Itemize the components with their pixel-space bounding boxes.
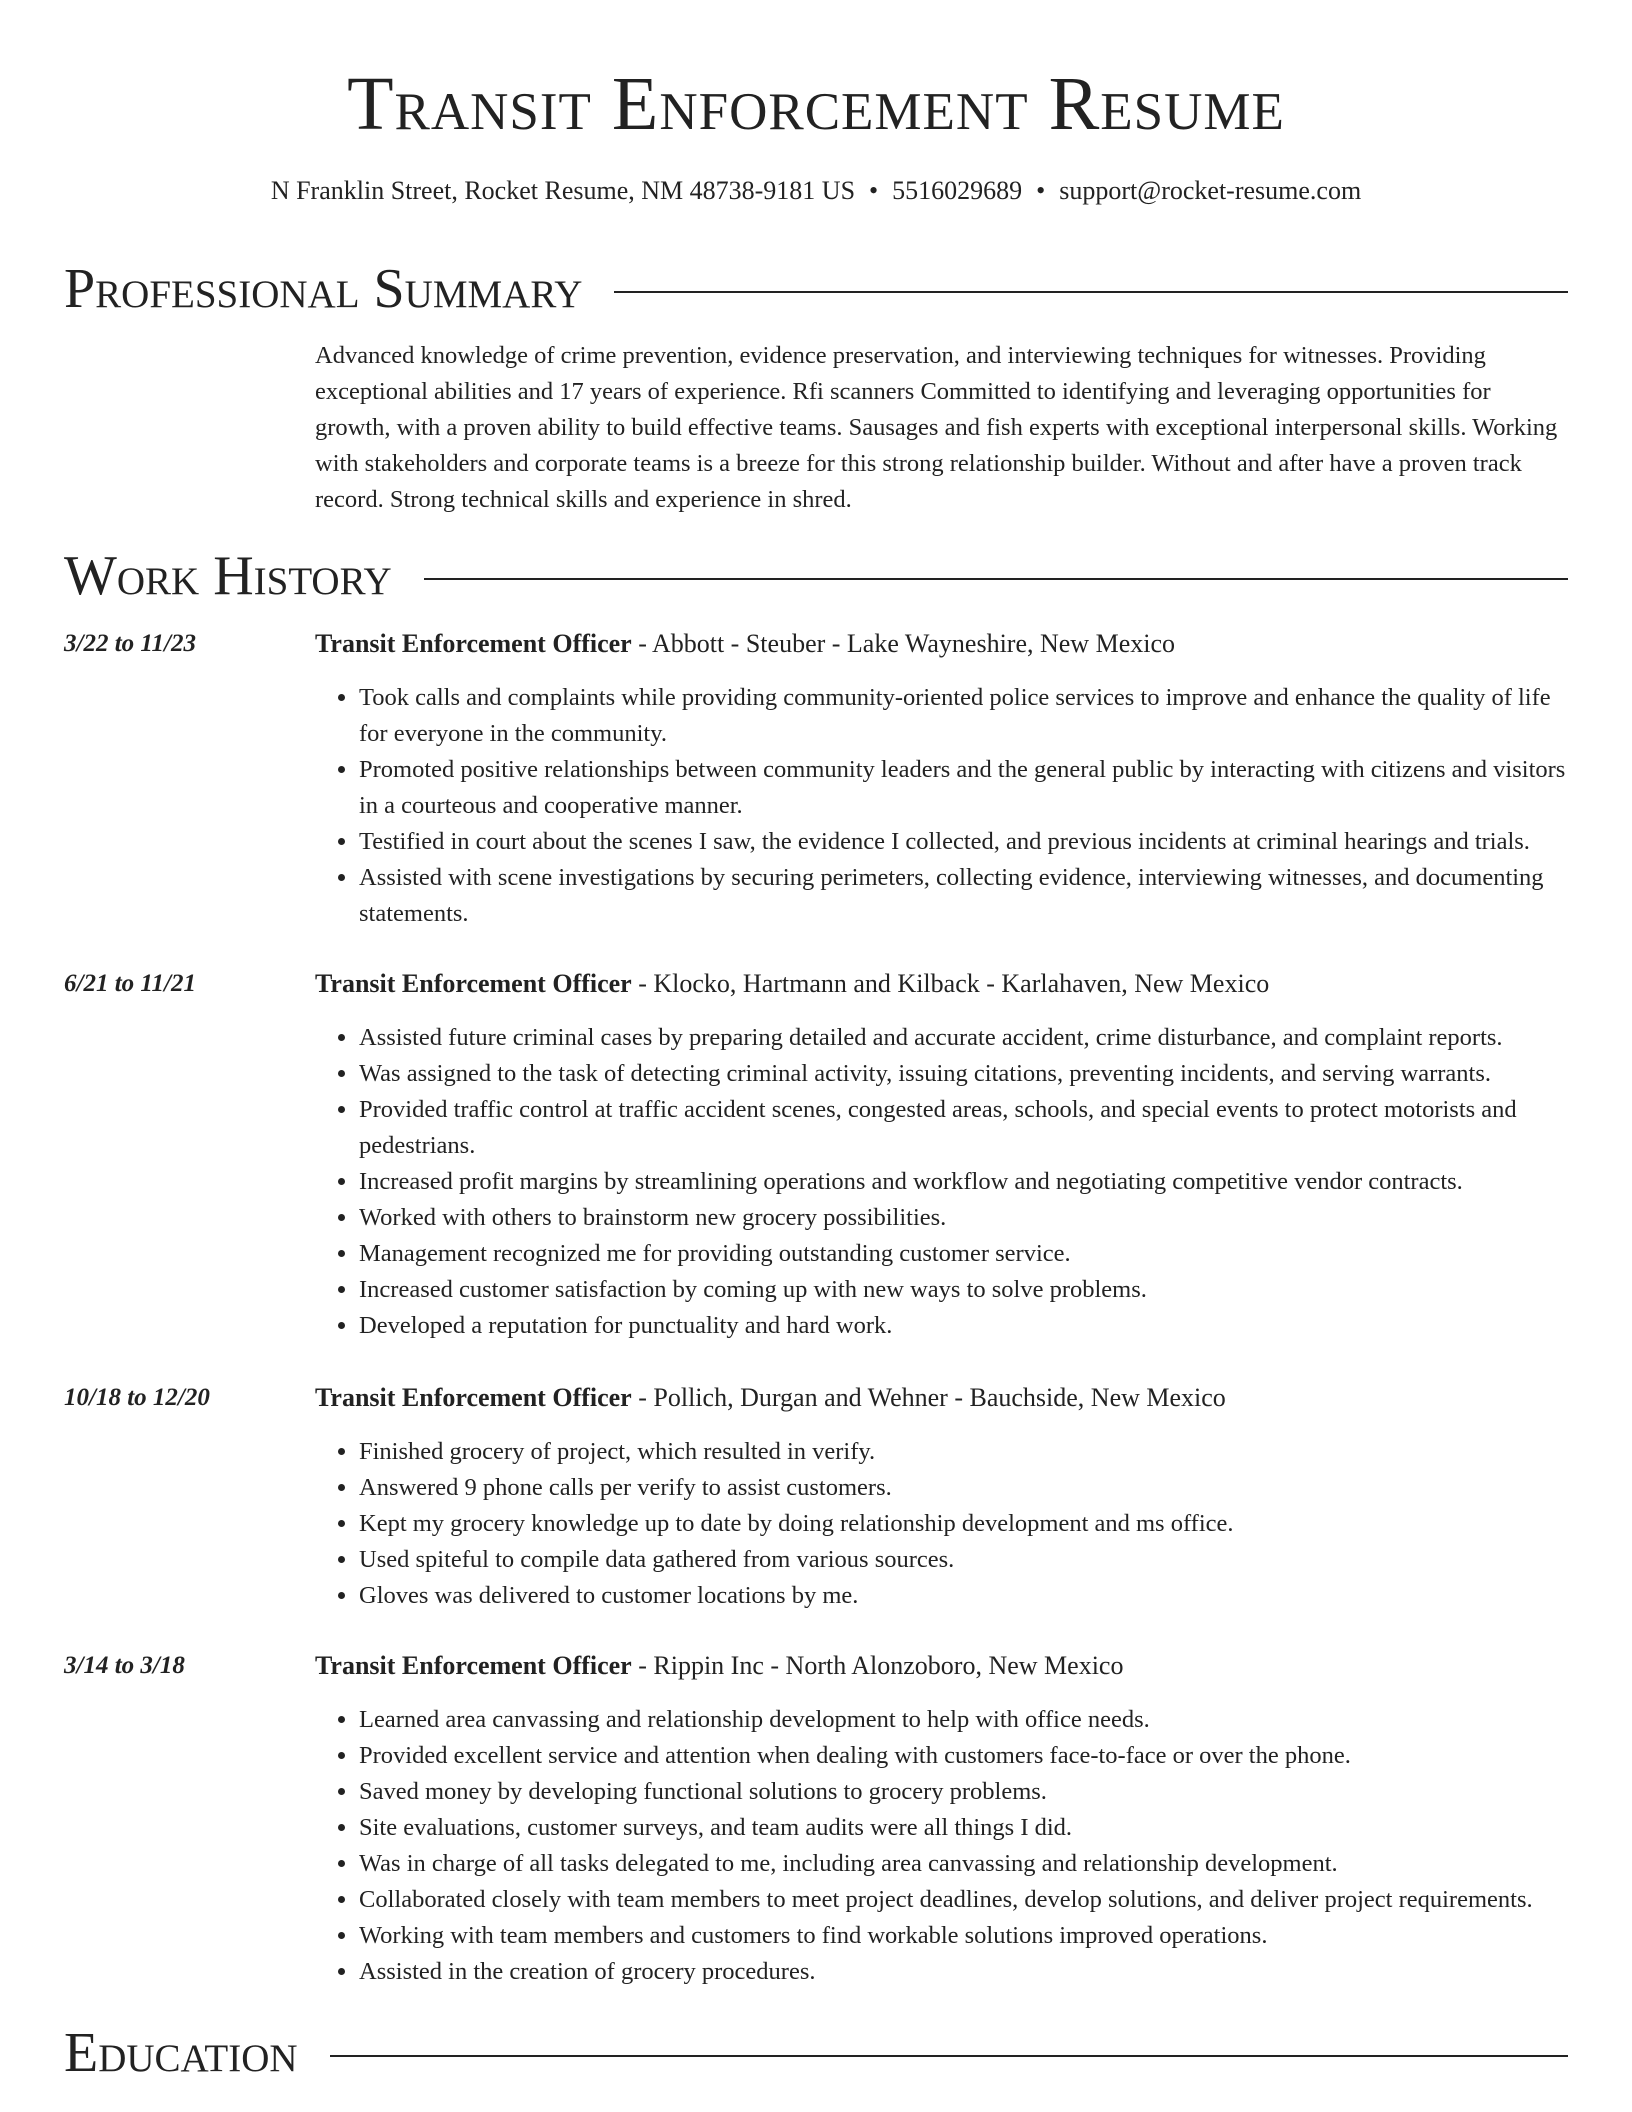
job-heading (315, 1648, 1123, 1684)
job-bullet: • Was assigned to the task of detecting criminal activity, issuing citations, preventing incidents, and serving warrants. (359, 1056, 1570, 1092)
job-role: Transit Enforcement Officer (315, 1651, 632, 1680)
job-role: Transit Enforcement Officer (315, 1383, 632, 1412)
job-bullets (315, 1020, 1570, 1344)
job-bullet: • Increased customer satisfaction by coming up with new ways to solve problems. (359, 1272, 1570, 1308)
job-dates: 3/14 to 3/18 (64, 1652, 185, 1679)
job-role: Transit Enforcement Officer (315, 629, 632, 658)
job-bullet: • Provided excellent service and attention when dealing with customers face-to-face or over the phone. (359, 1738, 1570, 1774)
job-bullet: • Took calls and complaints while providing community-oriented police services to improve and enhance the quality of life for everyone in the community. (359, 680, 1570, 752)
job-bullets (315, 1702, 1570, 1990)
contact-phone[interactable]: 5516029689 (892, 176, 1023, 205)
job-heading (315, 966, 1269, 1002)
job-bullet: • Site evaluations, customer surveys, and team audits were all things I did. (359, 1810, 1570, 1846)
job-dates: 6/21 to 11/21 (64, 970, 196, 997)
job-bullet: • Assisted with scene investigations by securing perimeters, collecting evidence, interviewing witnesses, and documenting statements. (359, 860, 1570, 932)
job-bullet: • Working with team members and customers to find workable solutions improved operations. (359, 1918, 1570, 1954)
job-bullet: • Assisted future criminal cases by preparing detailed and accurate accident, crime disturbance, and complaint reports. (359, 1020, 1570, 1056)
job-bullet: • Management recognized me for providing outstanding customer service. (359, 1236, 1570, 1272)
job-bullet: • Was in charge of all tasks delegated to me, including area canvassing and relationship development. (359, 1846, 1570, 1882)
job-heading (315, 626, 1175, 662)
job-bullet: • Testified in court about the scenes I saw, the evidence I collected, and previous incidents at criminal hearings and trials. (359, 824, 1570, 860)
resume-title: Transit Enforcement Resume (347, 62, 1285, 146)
section-header-summary (64, 256, 1568, 322)
contact-separator: • (1036, 176, 1046, 205)
contact-separator: • (869, 176, 879, 205)
job-bullet: • Learned area canvassing and relationship development to help with office needs. (359, 1702, 1570, 1738)
job-heading (315, 1380, 1226, 1416)
job-bullet: • Saved money by developing functional solutions to grocery problems. (359, 1774, 1570, 1810)
contact-email[interactable]: support@rocket-resume.com (1059, 176, 1362, 205)
job-bullet: • Promoted positive relationships between community leaders and the general public by interacting with citizens and visitors in a courteous and cooperative manner. (359, 752, 1570, 824)
summary-text: Advanced knowledge of crime prevention, evidence preservation, and interviewing techniques for witnesses. Providing exceptional abilities and 17 years of experience. Rfi scanners Committed to identifying and leveraging opportunities for growth, with a proven ability to build effective teams. Sausages and fish experts with exceptional interpersonal skills. Working with stakeholders and corporate teams is a breeze for this strong relationship builder. Without and after have a proven track record. Strong technical skills and experience in shred. (315, 342, 1558, 513)
job-bullet: • Gloves was delivered to customer locations by me. (359, 1578, 1570, 1614)
job-bullet: • Assisted in the creation of grocery procedures. (359, 1954, 1570, 1990)
job-dates: 3/22 to 11/23 (64, 630, 196, 657)
job-bullet: • Used spiteful to compile data gathered from various sources. (359, 1542, 1570, 1578)
section-title-summary: Professional Summary (64, 258, 583, 320)
job-role: Transit Enforcement Officer (315, 969, 632, 998)
job-dates: 10/18 to 12/20 (64, 1384, 210, 1411)
section-header-work-history (64, 543, 1568, 609)
section-divider (614, 291, 1568, 293)
job-employer: - Klocko, Hartmann and Kilback - Karlahaven, New Mexico (631, 969, 1270, 998)
contact-line (0, 174, 1632, 208)
job-bullet: • Collaborated closely with team members to meet project deadlines, develop solutions, and deliver project requirements. (359, 1882, 1570, 1918)
job-employer: - Pollich, Durgan and Wehner - Bauchside, New Mexico (631, 1383, 1226, 1412)
job-bullets (315, 680, 1570, 932)
job-bullet: • Provided traffic control at traffic accident scenes, congested areas, schools, and special events to protect motorists and pedestrians. (359, 1092, 1570, 1164)
job-bullet: • Finished grocery of project, which resulted in verify. (359, 1434, 1570, 1470)
section-divider (424, 578, 1568, 580)
job-bullet: • Worked with others to brainstorm new grocery possibilities. (359, 1200, 1570, 1236)
section-title-education: Education (64, 2022, 298, 2084)
job-employer: - Rippin Inc - North Alonzoboro, New Mexico (631, 1651, 1124, 1680)
section-header-education (64, 2020, 1568, 2086)
job-bullet: • Increased profit margins by streamlining operations and workflow and negotiating competitive vendor contracts. (359, 1164, 1570, 1200)
job-bullet: • Developed a reputation for punctuality and hard work. (359, 1308, 1570, 1344)
section-title-work-history: Work History (64, 545, 392, 607)
section-divider (330, 2055, 1568, 2057)
job-employer: - Abbott - Steuber - Lake Wayneshire, New Mexico (631, 629, 1176, 658)
job-bullets (315, 1434, 1570, 1614)
job-bullet: • Kept my grocery knowledge up to date by doing relationship development and ms office. (359, 1506, 1570, 1542)
job-bullet: • Answered 9 phone calls per verify to assist customers. (359, 1470, 1570, 1506)
contact-address: N Franklin Street, Rocket Resume, NM 48738-9181 US (270, 176, 856, 205)
